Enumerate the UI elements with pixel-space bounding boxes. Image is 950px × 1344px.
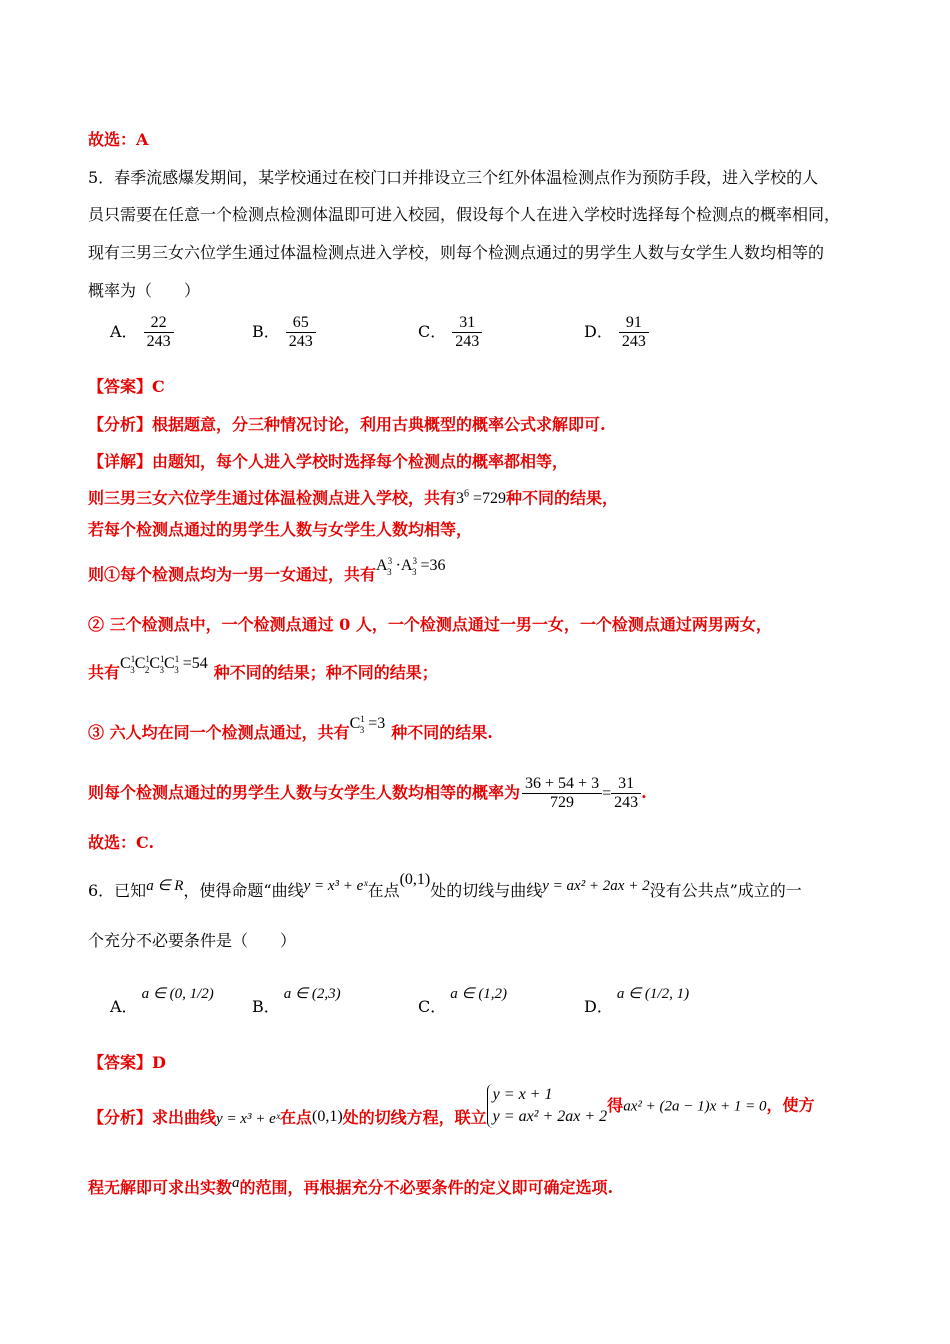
- q5-detail-8: [88, 775, 647, 812]
- equation-system: [487, 1084, 608, 1128]
- q5-line3: 现有三男三女六位学生通过体温检测点进入学校，则每个检测点通过的男学生人数与女学生人数均相等的: [88, 243, 825, 262]
- analysis-text: 得: [607, 1095, 624, 1115]
- option-label: B．: [252, 997, 280, 1016]
- q5-detail-7: [88, 714, 493, 746]
- option-math: a ∈ (0, 1/2): [141, 986, 214, 1002]
- q6-math-a-in-r: a ∈ R: [146, 878, 184, 894]
- q6-analysis-2: [88, 1177, 613, 1200]
- q6-text: 在点: [367, 881, 400, 900]
- q5-detail-6: [88, 654, 438, 686]
- math-symbol: A: [400, 557, 413, 574]
- option-numerator: 31: [452, 314, 482, 333]
- q5-detail-2: [88, 484, 618, 510]
- q5-line1: 5．春季流感爆发期间，某学校通过在校门口并排设立三个红外体温检测点作为预防手段，进入学校的人: [88, 168, 819, 187]
- math-symbol: A: [376, 557, 388, 574]
- option-math: a ∈ (1/2, 1): [616, 986, 690, 1002]
- option-label: C．: [418, 322, 447, 341]
- option-denominator: 243: [621, 333, 646, 350]
- q6-text: ，使得命题“曲线: [183, 881, 304, 900]
- option-label: C．: [418, 997, 447, 1016]
- analysis-tag: 【分析】: [88, 415, 153, 434]
- system-line-2: y = ax² + 2ax + 2: [492, 1108, 608, 1125]
- answer-value: D: [152, 1053, 166, 1072]
- option-label: A．: [110, 322, 138, 341]
- math-exponent: 6: [464, 489, 470, 500]
- result-fraction: [611, 775, 641, 812]
- detail-text: 则三男三女六位学生通过体温检测点进入学校，共有: [88, 488, 457, 508]
- math-rest: =729: [469, 490, 507, 508]
- detail-text: 则①每个检测点均为一男一女通过，共有: [88, 565, 377, 584]
- q6-math-parabola: y = ax² + 2ax + 2: [542, 878, 650, 894]
- q5-option-d: [584, 314, 649, 351]
- detail-text: 种不同的结果；种不同的结果；: [213, 663, 438, 682]
- analysis-math-equation: ax² + (2a − 1)x + 1 = 0: [623, 1098, 767, 1115]
- analysis-text: 程无解即可求出实数: [88, 1178, 233, 1197]
- option-math: a ∈ (1,2): [450, 986, 508, 1002]
- q6-line2: 个充分不必要条件是（ ）: [88, 931, 297, 950]
- analysis-text: 处的切线方程，联立: [342, 1107, 487, 1127]
- system-line-1: y = x + 1: [492, 1086, 553, 1103]
- option-numerator: 65: [286, 314, 316, 333]
- case1-math: $A^3_3 \cdot A^3_3 =36$: [376, 556, 446, 577]
- q6-text: 处的切线与曲线: [430, 881, 543, 900]
- q6-line1: [88, 871, 802, 903]
- q5-detail-3: 若每个检测点通过的男学生人数与女学生人数均相等，: [88, 520, 473, 539]
- q5-analysis: [88, 414, 606, 436]
- q6-text: 没有公共点”成立的一: [649, 881, 802, 900]
- probability-fraction: [522, 775, 602, 812]
- analysis-tag: 【分析】: [88, 1107, 153, 1127]
- analysis-text: ，使方: [766, 1095, 815, 1115]
- fraction-denominator: 243: [614, 794, 639, 811]
- option-label: B．: [252, 322, 280, 341]
- detail-text: 种不同的结果，: [506, 488, 619, 508]
- detail-text: 由题知，每个人进入学校时选择每个检测点的概率都相等，: [152, 452, 569, 471]
- q6-option-c: [418, 980, 508, 1016]
- q6-answer: [88, 1052, 166, 1074]
- q5-option-a: [110, 314, 174, 351]
- q6-option-a: [110, 980, 214, 1016]
- option-numerator: 91: [619, 314, 649, 333]
- fraction-numerator: 31: [611, 775, 641, 794]
- q5-detail-5: ② 三个检测点中，一个检测点通过 0 人，一个检测点通过一男一女，一个检测点通过两男两女，: [88, 615, 772, 634]
- analysis-math-a: a: [232, 1175, 240, 1191]
- analysis-text: 求出曲线: [152, 1107, 217, 1127]
- answer-tag: 【答案】: [88, 377, 153, 396]
- total-outcomes-math: [456, 490, 506, 507]
- math-rest: =3: [364, 715, 386, 732]
- q6-text: 6．已知: [88, 881, 147, 900]
- math-rest: =54: [178, 655, 208, 672]
- option-label: A．: [110, 997, 138, 1016]
- q5-option-c: [418, 314, 482, 351]
- period: .: [641, 783, 647, 802]
- option-denominator: 243: [288, 333, 313, 350]
- detail-text: 种不同的结果.: [391, 723, 493, 742]
- detail-text: ③ 六人均在同一个检测点通过，共有: [88, 723, 350, 742]
- q5-detail-1: [88, 451, 568, 473]
- analysis-text: 根据题意，分三种情况讨论，利用古典概型的概率公式求解即可.: [152, 415, 606, 434]
- q6-option-b: [252, 980, 341, 1016]
- analysis-math-point: (0,1): [312, 1107, 343, 1125]
- analysis-math-curve: y = x³ + eˣ: [216, 1110, 280, 1127]
- option-denominator: 243: [146, 333, 171, 350]
- answer-tag: 【答案】: [88, 1053, 153, 1072]
- q6-math-point: (0,1): [399, 871, 431, 888]
- q6-math-curve: y = x³ + eˣ: [303, 878, 368, 894]
- q5-answer: [88, 376, 165, 398]
- option-numerator: 22: [144, 314, 174, 333]
- option-math: a ∈ (2,3): [283, 986, 341, 1002]
- detail-tag: 【详解】: [88, 452, 153, 471]
- q5-final: 故选：C.: [88, 833, 155, 852]
- fraction-numerator: 36 + 54 + 3: [522, 775, 602, 794]
- analysis-text: 在点: [279, 1107, 312, 1127]
- q6-option-d: [584, 980, 690, 1016]
- detail-text: 共有: [88, 663, 121, 682]
- option-label: D．: [584, 322, 613, 341]
- q5-detail-4: [88, 556, 446, 588]
- q6-analysis-1: [88, 1084, 815, 1128]
- case3-math: $C^1_3 =3$: [349, 714, 386, 735]
- detail-text: 则每个检测点通过的男学生人数与女学生人数均相等的概率为: [88, 783, 521, 802]
- case2-math: $C^1_3C^1_2C^1_3C^1_3 =54$: [120, 654, 208, 675]
- prev-answer: 故选：A: [88, 130, 149, 149]
- option-label: D．: [584, 997, 613, 1016]
- q5-line2: 员只需要在任意一个检测点检测体温即可进入校园，假设每个人在进入学校时选择每个检测点的概率相同，: [88, 205, 841, 224]
- equals-sign: =: [602, 785, 612, 802]
- option-denominator: 243: [455, 333, 480, 350]
- math-base: 3: [456, 490, 465, 508]
- analysis-text: 的范围，再根据充分不必要条件的定义即可确定选项.: [239, 1178, 614, 1197]
- q5-line4: 概率为（ ）: [88, 281, 201, 300]
- fraction-denominator: 729: [550, 794, 575, 811]
- answer-value: C: [152, 377, 165, 396]
- math-rest: =36: [416, 557, 446, 574]
- q5-option-b: [252, 314, 316, 351]
